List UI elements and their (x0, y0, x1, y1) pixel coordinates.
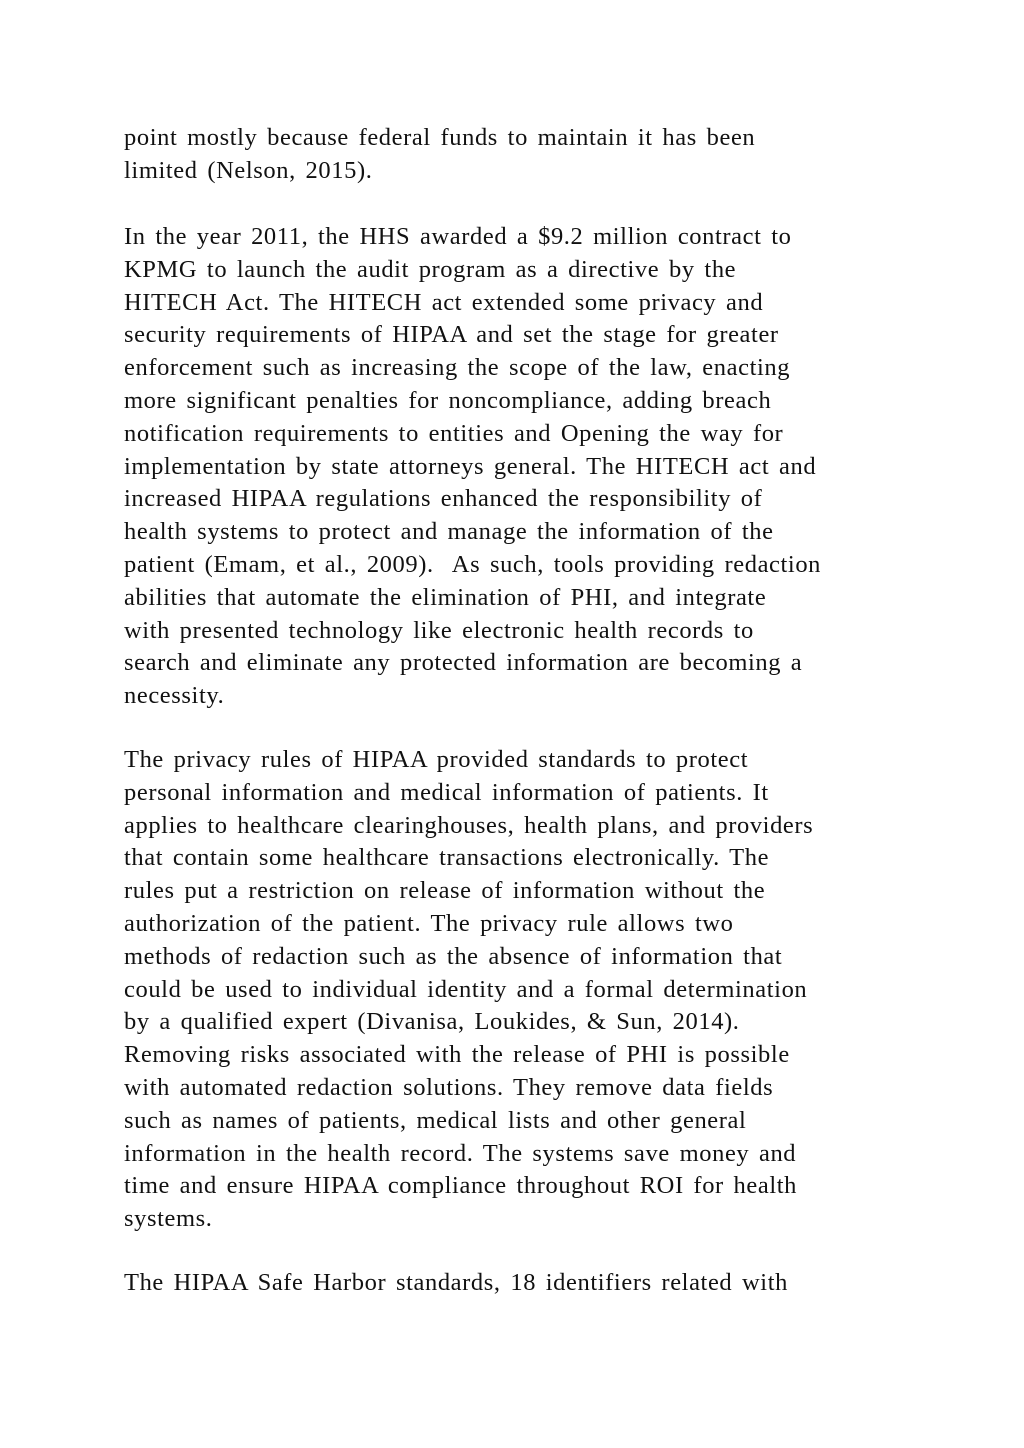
text-line: more significant penalties for noncompliance, adding breach (124, 386, 772, 414)
text-line: increased HIPAA regulations enhanced the responsibility of (124, 485, 763, 513)
text-line: systems. (124, 1205, 213, 1233)
text-line: such as names of patients, medical lists and other general (124, 1106, 747, 1134)
text-line: KPMG to launch the audit program as a directive by the (124, 255, 737, 283)
paragraph-3 (124, 744, 924, 1236)
paragraph-2 (124, 221, 924, 713)
text-line: Removing risks associated with the release of PHI is possible (124, 1041, 790, 1069)
text-line: with presented technology like electronic health records to (124, 616, 754, 644)
text-line: The HIPAA Safe Harbor standards, 18 identifiers related with (124, 1269, 788, 1296)
text-line: abilities that automate the elimination of PHI, and integrate (124, 583, 767, 611)
text-line: point mostly because federal funds to maintain it has been (124, 124, 756, 151)
text-line: information in the health record. The systems save money and (124, 1139, 797, 1167)
text-line: with automated redaction solutions. They remove data fields (124, 1073, 774, 1101)
paragraph-1 (124, 122, 924, 188)
text-line: limited (Nelson, 2015). (124, 156, 373, 184)
text-line: The privacy rules of HIPAA provided standards to protect (124, 746, 749, 773)
text-line: patient (Emam, et al., 2009). As such, tools providing redaction (124, 550, 822, 578)
text-line: that contain some healthcare transactions electronically. The (124, 844, 770, 872)
text-line: HITECH Act. The HITECH act extended some privacy and (124, 288, 764, 316)
text-line: notification requirements to entities and Opening the way for (124, 419, 784, 447)
text-line: In the year 2011, the HHS awarded a $9.2 million contract to (124, 223, 792, 250)
text-line: authorization of the patient. The privacy rule allows two (124, 909, 734, 937)
text-line: by a qualified expert (Divanisa, Loukides, & Sun, 2014). (124, 1008, 740, 1036)
text-line: time and ensure HIPAA compliance throughout ROI for health (124, 1172, 797, 1200)
text-line: applies to healthcare clearinghouses, health plans, and providers (124, 811, 814, 839)
text-line: implementation by state attorneys general. The HITECH act and (124, 452, 817, 480)
text-line: personal information and medical information of patients. It (124, 778, 769, 806)
text-line: search and eliminate any protected information are becoming a (124, 649, 803, 677)
text-line: rules put a restriction on release of information without the (124, 877, 766, 905)
text-line: methods of redaction such as the absence of information that (124, 942, 783, 970)
text-line: enforcement such as increasing the scope of the law, enacting (124, 354, 791, 382)
text-line: necessity. (124, 682, 225, 710)
paragraph-4 (124, 1267, 924, 1300)
text-line: health systems to protect and manage the information of the (124, 518, 774, 546)
text-line: security requirements of HIPAA and set the stage for greater (124, 321, 779, 349)
text-line: could be used to individual identity and a formal determination (124, 975, 808, 1003)
